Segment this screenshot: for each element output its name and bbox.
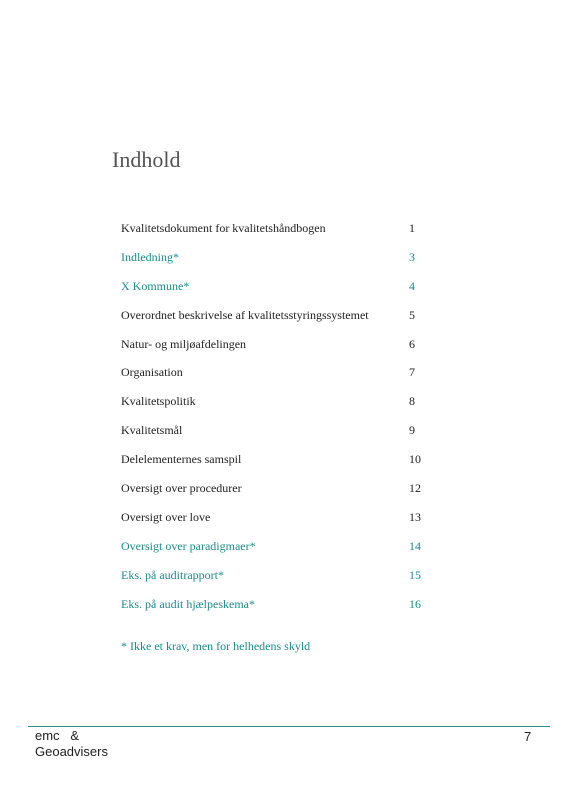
toc-entry-page: 14: [409, 538, 421, 553]
toc-entry-label: Organisation: [121, 365, 183, 380]
toc-entry-page: 9: [409, 423, 415, 438]
toc-entry-page: 12: [409, 481, 421, 496]
toc-entry[interactable]: [121, 449, 441, 478]
toc-entry[interactable]: [121, 420, 441, 449]
toc-entry-label: Oversigt over paradigmaer*: [121, 538, 256, 553]
toc-entry[interactable]: [121, 391, 441, 420]
toc-entry[interactable]: [121, 536, 441, 565]
toc-entry-page: 4: [409, 278, 415, 293]
toc-entry[interactable]: [121, 218, 441, 247]
toc-entry-label: Eks. på auditrapport*: [121, 567, 224, 582]
toc-entry[interactable]: [121, 334, 441, 363]
toc-entry-page: 6: [409, 336, 415, 351]
toc-entry[interactable]: [121, 594, 441, 623]
toc-entry-label: Kvalitetspolitik: [121, 394, 196, 409]
toc-entry-page: 13: [409, 509, 421, 524]
table-of-contents: [121, 218, 441, 622]
toc-entry[interactable]: [121, 362, 441, 391]
toc-entry[interactable]: [121, 507, 441, 536]
toc-entry-page: 7: [409, 365, 415, 380]
toc-entry-label: Natur- og miljøafdelingen: [121, 336, 247, 351]
page-number: 7: [524, 729, 532, 744]
toc-entry-page: 8: [409, 394, 415, 409]
toc-entry-label: Overordnet beskrivelse af kvalitetsstyringssystemet: [121, 307, 369, 322]
toc-entry[interactable]: [121, 276, 441, 305]
footer-org-line-1: emc &: [35, 728, 80, 743]
toc-entry-label: Kvalitetsdokument for kvalitetshåndbogen: [121, 221, 326, 235]
toc-entry-label: Indledning*: [121, 249, 179, 264]
toc-entry[interactable]: [121, 478, 441, 507]
toc-entry[interactable]: [121, 247, 441, 276]
toc-entry[interactable]: [121, 305, 441, 334]
footnote: * Ikke et krav, men for helhedens skyld: [121, 639, 311, 653]
toc-entry-label: Kvalitetsmål: [121, 423, 183, 438]
toc-entry-label: Eks. på audit hjælpeskema*: [121, 596, 255, 611]
toc-entry-label: X Kommune*: [121, 278, 190, 293]
toc-entry-label: Delelementernes samspil: [121, 452, 242, 467]
footer-organization: [35, 728, 108, 760]
toc-entry-label: Oversigt over love: [121, 509, 211, 524]
toc-entry-page: 16: [409, 596, 421, 611]
toc-entry-page: 3: [409, 249, 415, 264]
toc-entry-label: Oversigt over procedurer: [121, 481, 242, 496]
toc-entry-page: 5: [409, 307, 415, 322]
toc-entry-page: 15: [409, 567, 421, 582]
page-title: Indhold: [112, 147, 181, 172]
toc-entry-page: 10: [409, 452, 421, 467]
toc-entry-page: 1: [409, 221, 415, 235]
toc-entry[interactable]: [121, 565, 441, 594]
footer-org-line-2: Geoadvisers: [35, 744, 108, 759]
footer-divider: [28, 726, 550, 727]
